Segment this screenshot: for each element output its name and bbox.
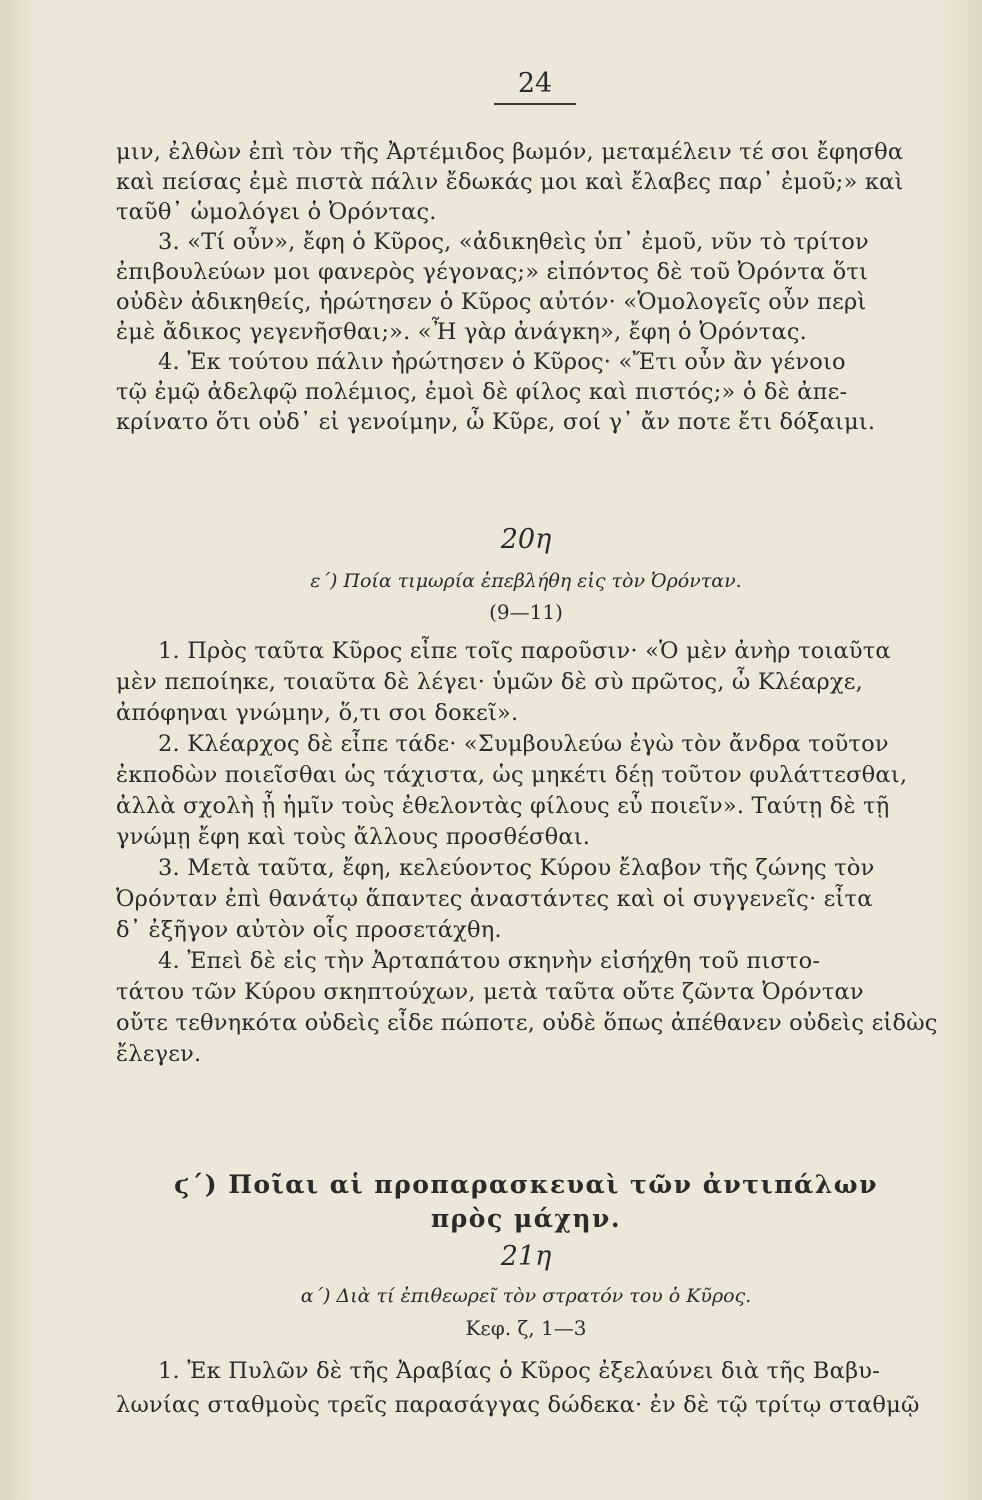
text-line: ἔλεγεν. [116, 1041, 202, 1067]
text-line: καὶ πείσας ἐμὲ πιστὰ πάλιν ἔδωκάς μοι καὶ ἔλαβες παρ᾽ ἐμοῦ;» καὶ [116, 169, 904, 195]
text-line: 4. Ἐπεὶ δὲ εἰς τὴν Ἀρταπάτου σκηνὴν εἰσήχθη τοῦ πιστο- [158, 948, 821, 974]
text-block-continuation [116, 137, 936, 437]
text-line: 3. «Τί οὖν», ἔφη ὁ Κῦρος, «ἀδικηθεὶς ὑπ᾽ ἐμοῦ, νῦν τὸ τρίτον [158, 229, 869, 255]
text-line: ἀπόφηναι γνώμην, ὅ,τι σοι δοκεῖ». [116, 700, 519, 726]
text-line: ἐπιβουλεύων μοι φανερὸς γέγονας;» εἰπόντος δὲ τοῦ Ὀρόντα ὅτι [116, 259, 869, 285]
chapter-heading-line-1: ϛ΄) Ποῖαι αἱ προπαρασκευαὶ τῶν ἀντιπάλων [174, 1170, 878, 1199]
text-line: ἐμὲ ἄδικος γεγενῆσθαι;». «Ἦ γὰρ ἀνάγκη», ἔφη ὁ Ὀρόντας. [116, 319, 807, 345]
text-line: 1. Πρὸς ταῦτα Κῦρος εἶπε τοῖς παροῦσιν· «Ὁ μὲν ἀνὴρ τοιαῦτα [158, 638, 891, 664]
text-line: κρίνατο ὅτι οὐδ᾽ εἰ γενοίμην, ὦ Κῦρε, σοί γ᾽ ἄν ποτε ἔτι δόξαιμι. [116, 409, 876, 435]
text-line: ταῦθ᾽ ὡμολόγει ὁ Ὀρόντας. [116, 199, 437, 225]
text-line: τῷ ἐμῷ ἀδελφῷ πολέμιος, ἐμοὶ δὲ φίλος καὶ πιστός;» ὁ δὲ ἀπε- [116, 379, 848, 405]
text-line: γνώμῃ ἔφη καὶ τοὺς ἄλλους προσθέσθαι. [116, 824, 591, 850]
page-number-rule [494, 103, 576, 105]
text-line: ἐκποδὼν ποιεῖσθαι ὡς τάχιστα, ὡς μηκέτι δέῃ τοῦτον φυλάττεσθαι, [116, 762, 908, 788]
page-number: 24 [517, 68, 553, 99]
section-number-21: 21η [500, 1241, 552, 1272]
text-line: 3. Μετὰ ταῦτα, ἔφη, κελεύοντος Κύρου ἔλαβον τῆς ζώνης τὸν [158, 855, 875, 881]
text-line: λωνίας σταθμοὺς τρεῖς παρασάγγας δώδεκα· ἐν δὲ τῷ τρίτῳ σταθμῷ [116, 1392, 920, 1418]
text-line: Ὀρόνταν ἐπὶ θανάτῳ ἅπαντες ἀναστάντες καὶ οἱ συγγενεῖς· εἶτα [116, 886, 873, 912]
text-line: μὲν πεποίηκε, τοιαῦτα δὲ λέγει· ὑμῶν δὲ σὺ πρῶτος, ὦ Κλέαρχε, [116, 669, 864, 695]
section-number-20: 20η [500, 524, 552, 555]
text-block-section-20 [116, 636, 936, 1070]
chapter-heading-line-2: πρὸς μάχην. [430, 1204, 622, 1233]
text-line: οὐδὲν ἀδικηθείς, ἠρώτησεν ὁ Κῦρος αὐτόν· «Ὁμολογεῖς οὖν περὶ [116, 289, 867, 315]
section-title-20: ε΄) Ποία τιμωρία ἐπεβλήθη εἰς τὸν Ὀρόνταν. [310, 570, 742, 592]
text-line: οὔτε τεθνηκότα οὐδεὶς εἶδε πώποτε, οὐδὲ ὅπως ἀπέθανεν οὐδεὶς εἰδὼς [116, 1010, 938, 1036]
text-line: μιν, ἐλθὼν ἐπὶ τὸν τῆς Ἀρτέμιδος βωμόν, μεταμέλειν τέ σοι ἔφησθα [116, 139, 904, 165]
section-ref-20: (9—11) [489, 600, 563, 624]
text-block-section-21 [116, 1354, 936, 1422]
text-line: 2. Κλέαρχος δὲ εἶπε τάδε· «Συμβουλεύω ἐγὼ τὸν ἄνδρα τοῦτον [158, 731, 889, 757]
text-line: ἀλλὰ σχολὴ ᾖ ἡμῖν τοὺς ἐθελοντὰς φίλους εὖ ποιεῖν». Ταύτῃ δὲ τῇ [116, 793, 890, 819]
text-line: τάτου τῶν Κύρου σκηπτούχων, μετὰ ταῦτα οὔτε ζῶντα Ὀρόνταν [116, 979, 864, 1005]
section-title-21: α΄) Διὰ τί ἐπιθεωρεῖ τὸν στρατόν του ὁ Κῦρος. [300, 1285, 752, 1307]
text-line: 1. Ἐκ Πυλῶν δὲ τῆς Ἀραβίας ὁ Κῦρος ἐξελαύνει διὰ τῆς Βαβυ- [158, 1358, 880, 1384]
text-line: 4. Ἐκ τούτου πάλιν ἠρώτησεν ὁ Κῦρος· «Ἔτι οὖν ἂν γένοιο [158, 349, 846, 375]
text-line: δ᾽ ἐξῆγον αὐτὸν οἷς προσετάχθη. [116, 917, 502, 943]
section-ref-21: Κεφ. ζ, 1—3 [465, 1316, 587, 1340]
